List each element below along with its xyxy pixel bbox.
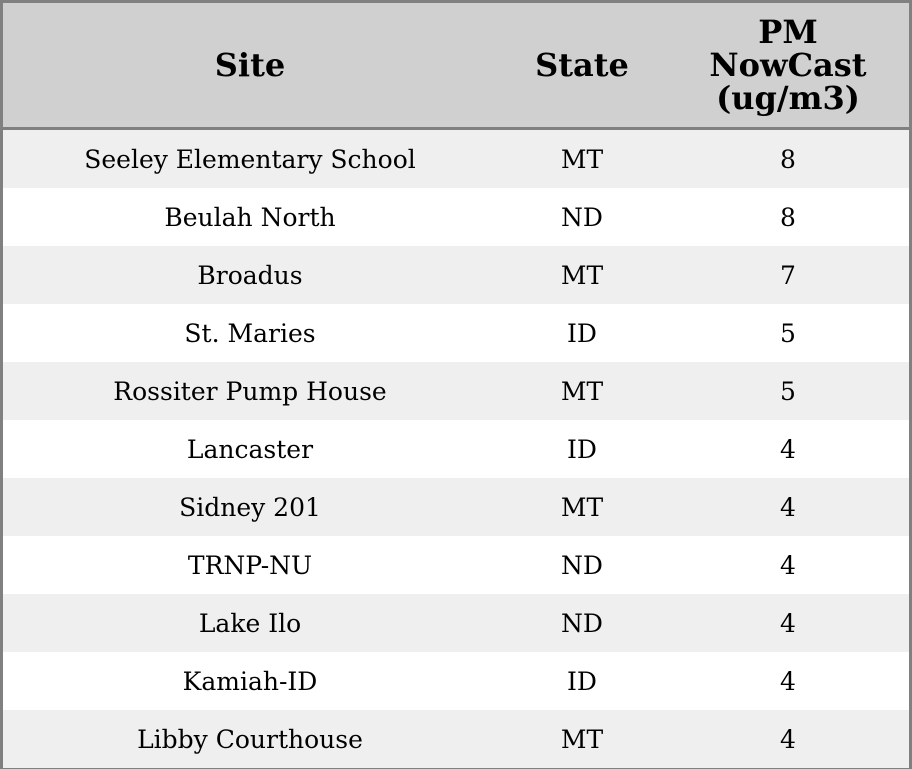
cell-state: ID: [497, 420, 667, 478]
data-table: [3, 3, 909, 768]
cell-pm: 5: [667, 362, 909, 420]
header-site: Site: [3, 3, 497, 129]
cell-pm: 8: [667, 188, 909, 246]
table-row: [3, 304, 909, 362]
cell-state: MT: [497, 478, 667, 536]
cell-site: St. Maries: [3, 304, 497, 362]
header-pm-line-3: (ug/m3): [716, 78, 860, 117]
cell-pm: 7: [667, 246, 909, 304]
header-state: State: [497, 3, 667, 129]
header-pm-nowcast: [667, 3, 909, 129]
table-row: [3, 420, 909, 478]
cell-site: Lancaster: [3, 420, 497, 478]
header-pm-line-1: PM: [758, 12, 818, 51]
cell-state: ND: [497, 188, 667, 246]
cell-pm: 4: [667, 536, 909, 594]
cell-site: Libby Courthouse: [3, 710, 497, 768]
cell-site: Kamiah-ID: [3, 652, 497, 710]
table-row: [3, 478, 909, 536]
table-row: [3, 652, 909, 710]
table-row: [3, 594, 909, 652]
cell-pm: 8: [667, 129, 909, 189]
table-row: [3, 129, 909, 189]
cell-state: ND: [497, 536, 667, 594]
cell-state: ND: [497, 594, 667, 652]
cell-pm: 4: [667, 420, 909, 478]
cell-pm: 4: [667, 594, 909, 652]
cell-state: ID: [497, 304, 667, 362]
cell-site: Seeley Elementary School: [3, 129, 497, 189]
table-row: [3, 362, 909, 420]
table-row: [3, 536, 909, 594]
cell-state: ID: [497, 652, 667, 710]
cell-state: MT: [497, 246, 667, 304]
table-header: [3, 3, 909, 129]
cell-state: MT: [497, 362, 667, 420]
cell-site: Beulah North: [3, 188, 497, 246]
cell-site: Broadus: [3, 246, 497, 304]
cell-pm: 4: [667, 652, 909, 710]
cell-state: MT: [497, 710, 667, 768]
cell-site: Lake Ilo: [3, 594, 497, 652]
header-pm-line-2: NowCast: [709, 45, 867, 84]
cell-pm: 4: [667, 710, 909, 768]
cell-pm: 5: [667, 304, 909, 362]
table-row: [3, 188, 909, 246]
table-row: [3, 710, 909, 768]
cell-site: Sidney 201: [3, 478, 497, 536]
header-row: [3, 3, 909, 129]
table-body: [3, 129, 909, 769]
cell-site: TRNP-NU: [3, 536, 497, 594]
cell-pm: 4: [667, 478, 909, 536]
cell-state: MT: [497, 129, 667, 189]
cell-site: Rossiter Pump House: [3, 362, 497, 420]
table-row: [3, 246, 909, 304]
